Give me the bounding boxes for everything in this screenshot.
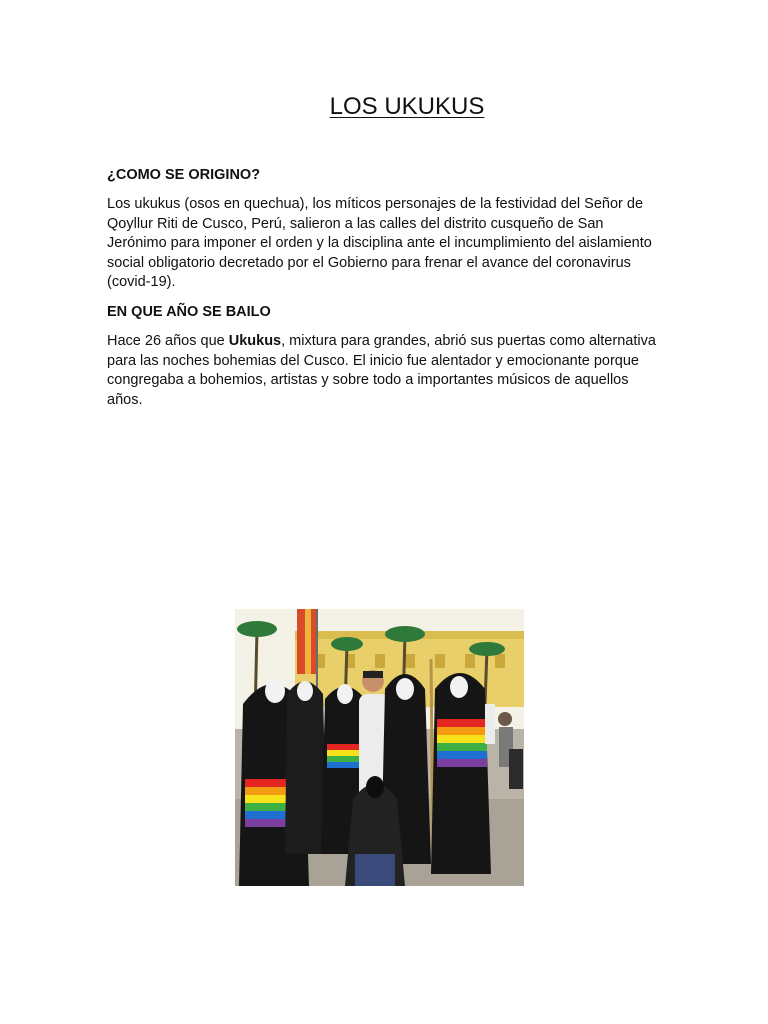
paragraph-year-text-before: Hace 26 años que: [107, 333, 229, 349]
ukukus-photo: [235, 609, 524, 886]
paragraph-year: [107, 332, 667, 410]
paragraph-year-text-after: , mixtura para grandes, abrió sus puertas como alternativa para las noches bohemias del Cusco. El inicio fue alentador y emocionante porque congregaba a bohemios, artistas y sobre todo a importantes músicos de aquellos años.: [107, 333, 656, 408]
paragraph-year-bold: Ukukus: [228, 333, 282, 349]
paragraph-origin: Los ukukus (osos en quechua), los míticos personajes de la festividad del Señor de Qoyllur Riti de Cusco, Perú, salieron a las calles del distrito cusqueño de San Jerónimo para imponer el orden y la disciplina ante el incumplimiento del aislamiento social obligatorio decretado por el Gobierno para frenar el avance del coronavirus (covid-19).: [107, 196, 652, 290]
section-heading-origin: ¿COMO SE ORIGINO?: [107, 167, 261, 183]
section-heading-year: EN QUE AÑO SE BAILO: [107, 304, 271, 320]
document-title: LOS UKUKUS: [329, 93, 485, 120]
ukukus-photo-illustration: [235, 609, 524, 886]
